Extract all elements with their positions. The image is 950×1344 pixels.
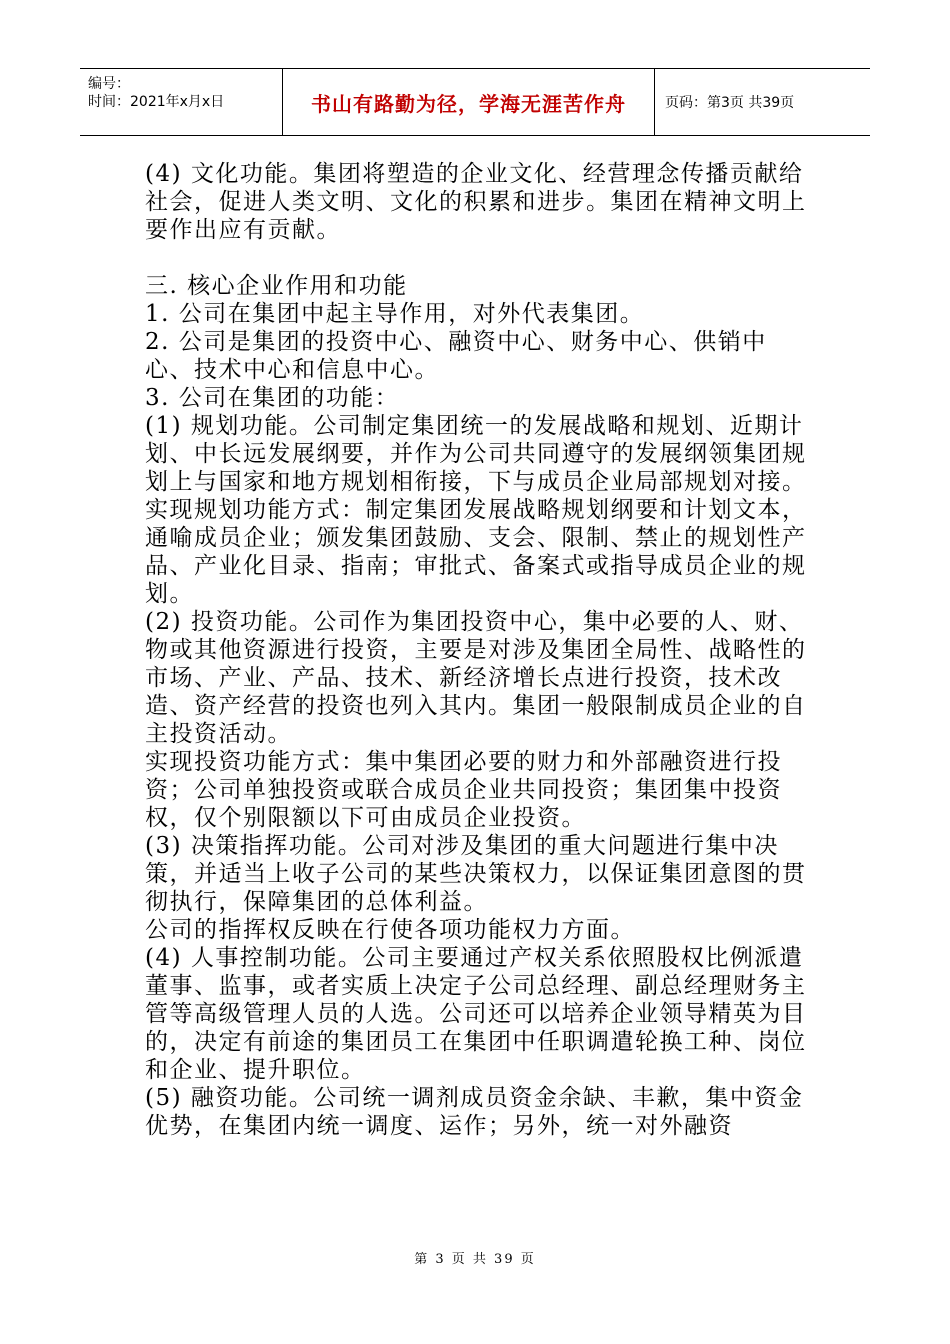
document-body — [145, 160, 810, 1140]
paragraph: (4) 人事控制功能。公司主要通过产权关系依照股权比例派遣董事、监事，或者实质上决定子公司总经理、副总经理财务主管等高级管理人员的人选。公司还可以培养企业领导精英为目的，决定有前途的集团员工在集团中任职调遣轮换工种、岗位和企业、提升职位。 — [145, 945, 807, 1083]
paragraph: (1) 规划功能。公司制定集团统一的发展战略和规划、近期计划、中长远发展纲要，并作为公司共同遵守的发展纲领集团规划上与国家和地方规划相衔接，下与成员企业局部规划对接。 — [145, 413, 807, 495]
header-page-info: 页码：第3页 共39页 — [665, 95, 795, 111]
paragraph-spacer — [145, 244, 810, 272]
paragraph: 实现规划功能方式：制定集团发展战略规划纲要和计划文本，通喻成员企业；颁发集团鼓励、支会、限制、禁止的规划性产品、产业化目录、指南；审批式、备案式或指导成员企业的规划。 — [145, 497, 807, 607]
paragraph: 实现投资功能方式：集中集团必要的财力和外部融资进行投资；公司单独投资或联合成员企业共同投资；集团集中投资权，仅个别限额以下可由成员企业投资。 — [145, 749, 782, 831]
header-motto: 书山有路勤为径，学海无涯苦作舟 — [283, 69, 655, 135]
paragraph: (3) 决策指挥功能。公司对涉及集团的重大问题进行集中决策，并适当上收子公司的某些决策权力，以保证集团意图的贯彻执行，保障集团的总体利益。 — [145, 833, 807, 915]
date-label: 时间：2021年x月x日 — [88, 94, 225, 110]
paragraph: 2. 公司是集团的投资中心、融资中心、财务中心、供销中心、技术中心和信息中心。 — [145, 329, 767, 383]
paragraph: (5) 融资功能。公司统一调剂成员资金余缺、丰歉，集中资金优势，在集团内统一调度、运作；另外，统一对外融资 — [145, 1085, 804, 1139]
paragraph: 公司的指挥权反映在行使各项功能权力方面。 — [145, 917, 635, 943]
paragraph: 3. 公司在集团的功能： — [145, 385, 400, 411]
paragraph: 1. 公司在集团中起主导作用，对外代表集团。 — [145, 301, 645, 327]
serial-number-label: 编号： — [88, 76, 130, 92]
section-heading: 三. 核心企业作用和功能 — [145, 273, 408, 299]
header-meta — [80, 69, 283, 135]
page-header — [80, 68, 870, 136]
paragraph: (2) 投资功能。公司作为集团投资中心，集中必要的人、财、物或其他资源进行投资，主要是对涉及集团全局性、战略性的市场、产业、产品、技术、新经济增长点进行投资，技术改造、资产经营的投资也列入其内。集团一般限制成员企业的自主投资活动。 — [145, 609, 807, 747]
paragraph: (4) 文化功能。集团将塑造的企业文化、经营理念传播贡献给社会，促进人类文明、文化的积累和进步。集团在精神文明上要作出应有贡献。 — [145, 161, 807, 243]
page-footer: 第 3 页 共 39 页 — [414, 1252, 536, 1267]
